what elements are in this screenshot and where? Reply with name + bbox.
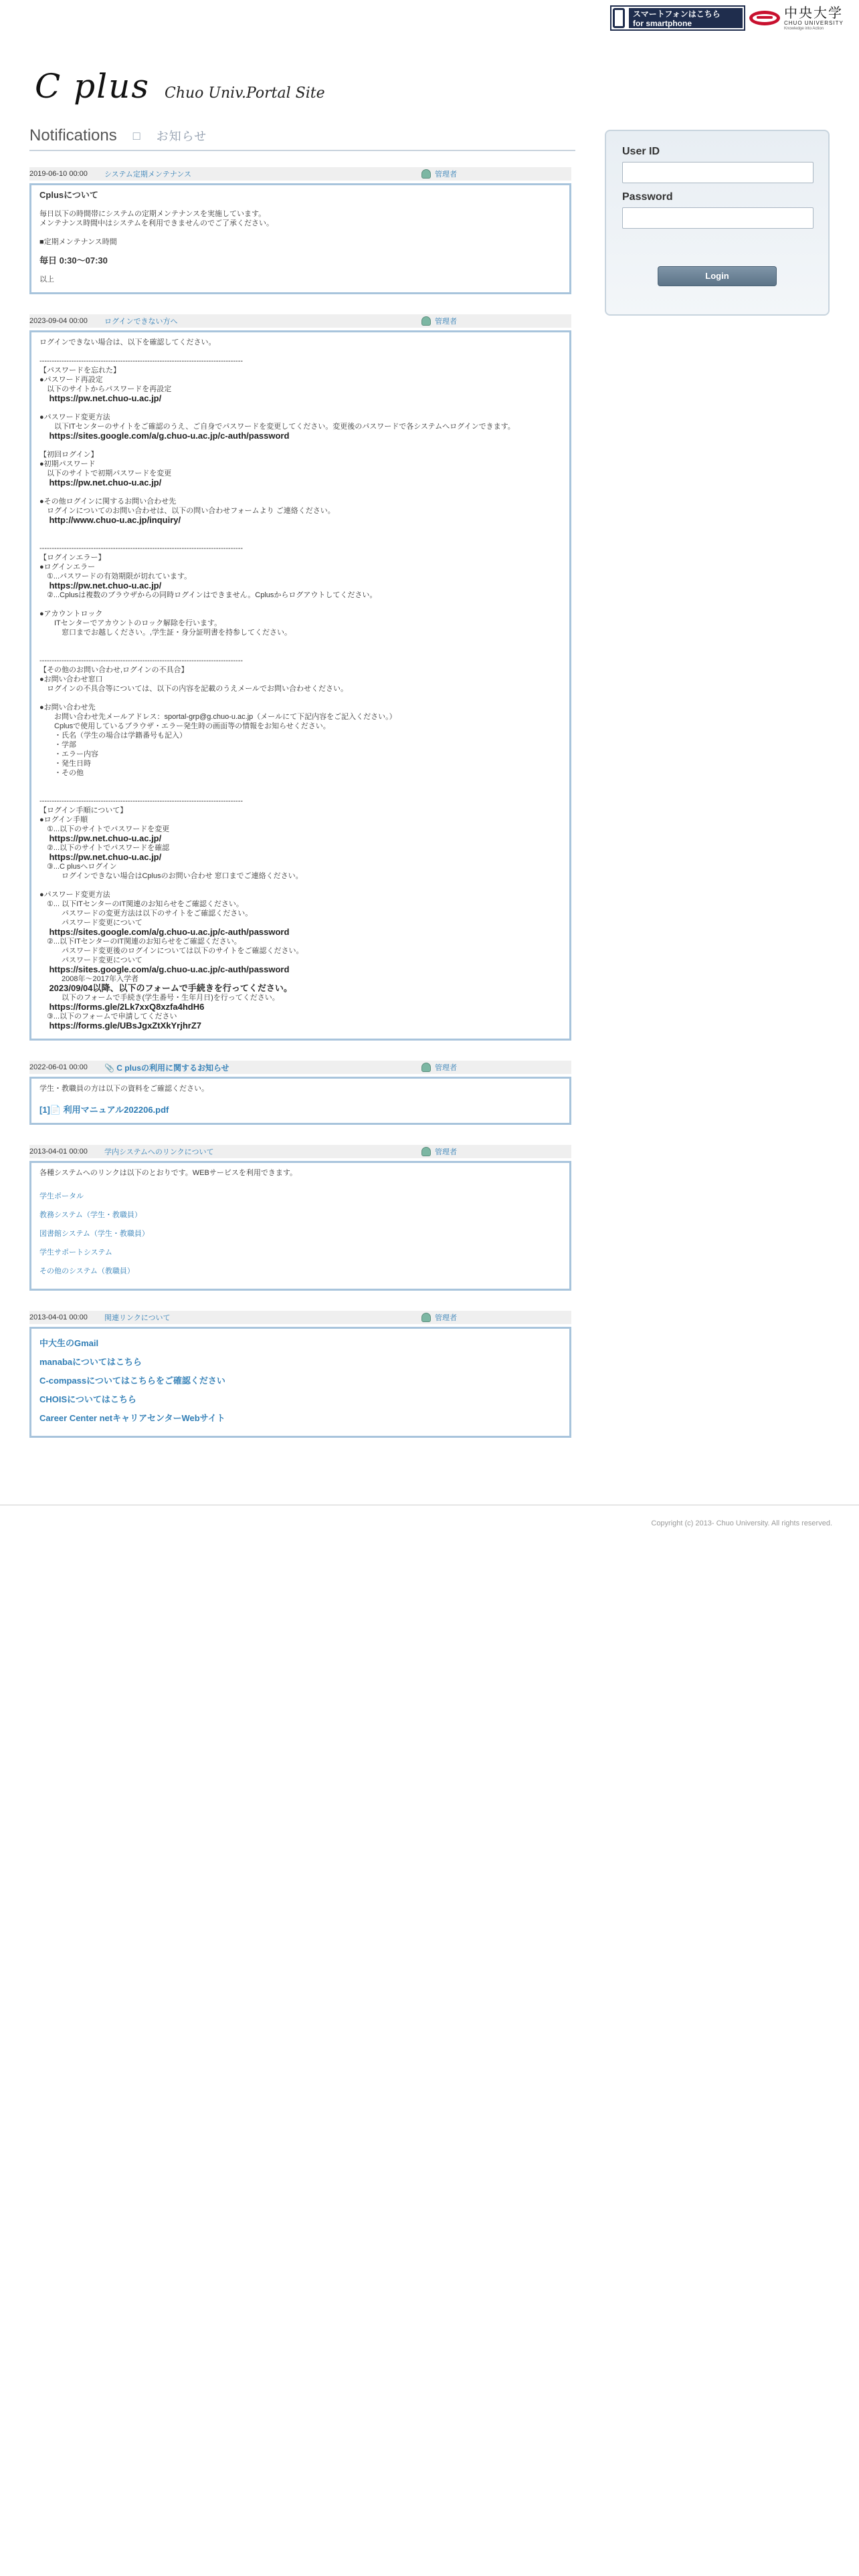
notification-text-line <box>39 1178 561 1187</box>
author-name: 管理者 <box>435 1064 457 1072</box>
chuo-mark-icon <box>749 11 780 25</box>
notification-title-text: C plusの利用に関するお知らせ <box>116 1063 229 1073</box>
notification-meta-bar <box>29 1145 571 1158</box>
notification-text-line: パスワード変更について <box>39 956 142 964</box>
notification-text-line: 各種システムへのリンクは以下のとおりです。WEBサービスを利用できます。 <box>39 1169 297 1177</box>
notification-text-line: ・学部 <box>39 741 76 749</box>
notification-text-line <box>39 488 561 497</box>
smartphone-icon <box>613 8 625 28</box>
notification-body <box>29 1077 571 1125</box>
notification-text-line: ログインできない場合は、以下を確認してください。 <box>39 338 216 346</box>
notification-item <box>29 1061 575 1125</box>
notification-text-line: メンテナンス時間中はシステムを利用できませんのでご了承ください。 <box>39 219 274 227</box>
notification-text-line: お問い合わせ先メールアドレス：sportal-grp@g.chuo-u.ac.jp（メールにて下記内容をご記入ください。） <box>39 713 397 721</box>
notification-text-line <box>39 441 561 450</box>
notification-date: 2022-06-01 00:00 <box>29 1063 88 1071</box>
notification-text-line: ●アカウントロック <box>39 610 103 618</box>
login-button[interactable]: Login <box>658 266 777 286</box>
notification-text-line <box>39 693 561 703</box>
smartphone-banner-en: for smartphone <box>633 19 692 28</box>
user-icon <box>421 1063 431 1072</box>
notifications-icon: □ <box>132 128 140 142</box>
notification-link[interactable]: その他のシステム（教職員） <box>39 1267 134 1275</box>
user-icon <box>421 169 431 179</box>
notification-title-link[interactable] <box>104 316 421 326</box>
notification-text-line: Cplusで使用しているブラウザ・エラー発生時の画面等の情報をお知らせください。 <box>39 722 330 730</box>
notification-meta-bar <box>29 314 571 328</box>
notification-text-line: ----------------------------------------------------------------------------------- <box>39 797 244 805</box>
notification-text-line: ②...以下のサイトでパスワードを確認 <box>39 844 170 852</box>
notification-text-line: ----------------------------------------------------------------------------------- <box>39 657 244 665</box>
smartphone-banner-text <box>629 8 743 28</box>
notification-link[interactable]: 図書館システム（学生・教職員） <box>39 1230 149 1238</box>
notification-text-line <box>39 600 561 609</box>
notification-text-line: ①...パスワードの有効期限が切れています。 <box>39 572 192 580</box>
notification-text-line <box>39 534 561 544</box>
notification-date: 2013-04-01 00:00 <box>29 1148 88 1156</box>
site-logo <box>35 67 325 106</box>
notification-text-line: 以下のフォームで手続き(学生番号・生年月日)を行ってください。 <box>39 994 280 1002</box>
notification-text-line: ●パスワード変更方法 <box>39 413 110 421</box>
password-input[interactable] <box>622 207 814 229</box>
notification-url[interactable]: https://sites.google.com/a/g.chuo-u.ac.jp/c-auth/password <box>39 964 290 974</box>
notification-link[interactable]: CHOISについてはこちら <box>39 1394 136 1404</box>
notification-text-line: ログインについてのお問い合わせは、以下の問い合わせフォームより ご連絡ください。 <box>39 507 335 515</box>
notification-text-line: ●パスワード変更方法 <box>39 891 110 899</box>
user-icon <box>421 316 431 326</box>
notification-text-line <box>39 525 561 534</box>
chuo-logo-text <box>784 6 844 31</box>
notification-body <box>29 330 571 1041</box>
notification-text-line: パスワード変更後のログインについては以下のサイトをご確認ください。 <box>39 947 304 955</box>
notification-text-line: ・発生日時 <box>39 760 91 768</box>
notification-text-line: 毎日 0:30〜07:30 <box>39 255 108 265</box>
notification-title-link[interactable] <box>104 169 421 179</box>
site-logo-sub: Chuo Univ.Portal Site <box>165 85 325 102</box>
notification-text-line: 【ログインエラー】 <box>39 554 106 562</box>
notification-text-line: 【パスワードを忘れた】 <box>39 366 120 374</box>
notification-author <box>421 1062 457 1073</box>
notification-text-line: 以下のサイトからパスワードを再設定 <box>39 385 172 393</box>
notification-text-line: 【その他のお問い合わせ,ログインの不具合】 <box>39 666 189 674</box>
notifications-section <box>29 127 575 1438</box>
attachment-link[interactable]: [1]📄 利用マニュアル202206.pdf <box>39 1105 169 1115</box>
notification-link[interactable]: Career Center netキャリアセンターWebサイト <box>39 1413 225 1423</box>
notification-meta-bar <box>29 1311 571 1324</box>
notification-body <box>29 183 571 294</box>
notification-text-line: 学生・教職員の方は以下の資料をご確認ください。 <box>39 1085 209 1093</box>
userid-input[interactable] <box>622 162 814 183</box>
site-logo-main: C plus <box>35 67 151 106</box>
notification-text-line: ●お問い合わせ先 <box>39 704 96 712</box>
notification-text-line <box>39 347 561 356</box>
notification-title-link[interactable] <box>104 1062 421 1073</box>
paperclip-icon: 📎 <box>104 1063 117 1073</box>
notification-date: 2023-09-04 00:00 <box>29 317 88 325</box>
user-icon <box>421 1313 431 1322</box>
notification-author <box>421 316 457 326</box>
author-name: 管理者 <box>435 171 457 179</box>
notification-text-line: ●初期パスワード <box>39 460 96 468</box>
smartphone-banner-jp: スマートフォンはこちら <box>633 9 721 19</box>
notification-text-line <box>39 247 561 256</box>
notification-item <box>29 1145 575 1291</box>
chuo-logo-sub: Knowledge into Action <box>784 26 824 31</box>
notification-link[interactable]: 教務システム（学生・教職員） <box>39 1211 142 1219</box>
password-label: Password <box>622 191 673 203</box>
notification-text-line: 2008年〜2017年入学者 <box>39 975 138 983</box>
notifications-header <box>29 127 575 151</box>
notification-title-text: システム定期メンテナンス <box>104 171 192 179</box>
smartphone-banner-link[interactable] <box>610 5 745 31</box>
notification-text-line: 【ログイン手順について】 <box>39 807 128 815</box>
login-panel <box>605 130 830 316</box>
notification-title-text: 関連リンクについて <box>104 1314 171 1322</box>
notification-url[interactable]: https://pw.net.chuo-u.ac.jp/ <box>39 833 162 843</box>
notification-text-line: ログインの不具合等については、以下の内容を記載のうえメールでお問い合わせください。 <box>39 685 349 693</box>
notification-author <box>421 1312 457 1323</box>
notification-text-line: 以下のサイトで初期パスワードを変更 <box>39 469 172 477</box>
notification-url[interactable]: http://www.chuo-u.ac.jp/inquiry/ <box>39 515 181 525</box>
notification-link[interactable]: 学生ポータル <box>39 1192 84 1200</box>
notification-text-line: 窓口までお越しください。,学生証・身分証明書を持参してください。 <box>39 629 292 637</box>
notifications-title: Notifications <box>29 126 117 144</box>
notification-text-line <box>39 265 561 275</box>
notification-url[interactable]: https://pw.net.chuo-u.ac.jp/ <box>39 393 162 403</box>
notification-text-line: 以上 <box>39 276 54 284</box>
userid-label: User ID <box>622 146 660 157</box>
notification-text-line: ②...Cplusは複数のブラウザからの同時ログインはできません。Cplusからログアウトしてください。 <box>39 591 377 599</box>
notification-date: 2013-04-01 00:00 <box>29 1313 88 1321</box>
notifications-subtitle: お知らせ <box>156 130 207 143</box>
notification-text-line: ITセンターでアカウントのロック解除を行います。 <box>39 619 222 627</box>
notification-title-link[interactable] <box>104 1312 421 1323</box>
top-banners <box>610 4 854 32</box>
notification-url[interactable]: https://pw.net.chuo-u.ac.jp/ <box>39 580 162 591</box>
notification-text-line: ・氏名（学生の場合は学籍番号も記入） <box>39 732 187 740</box>
notification-text-line: ログインできない場合はCplusのお問い合わせ 窓口までご連絡ください。 <box>39 872 303 880</box>
notification-text-line: ----------------------------------------------------------------------------------- <box>39 544 244 552</box>
notification-text-line: ①...以下のサイトでパスワードを変更 <box>39 825 170 833</box>
notification-text-line: ③...C plusへログイン <box>39 863 117 871</box>
notification-text-line: ●パスワード再設定 <box>39 376 103 384</box>
notification-meta-bar <box>29 1061 571 1074</box>
notification-text-line: 【初回ログイン】 <box>39 451 98 459</box>
notification-url[interactable]: 2023/09/04以降、以下のフォームで手続きを行ってください。 <box>39 983 292 993</box>
author-name: 管理者 <box>435 1314 457 1322</box>
notification-link[interactable]: 学生サポートシステム <box>39 1249 112 1257</box>
notification-text-line: 毎日以下の時間帯にシステムの定期メンテナンスを実施しています。 <box>39 210 266 218</box>
notification-link[interactable]: manabaについてはこちら <box>39 1357 142 1367</box>
notification-title-text: ログインできない方へ <box>104 318 178 326</box>
notification-text-line: パスワードの変更方法は以下のサイトをご確認ください。 <box>39 909 253 918</box>
notification-text-line: ・その他 <box>39 769 84 777</box>
notification-link[interactable]: 中大生のGmail <box>39 1338 99 1348</box>
notification-text-line: ■定期メンテナンス時間 <box>39 238 117 246</box>
notification-text-line <box>39 637 561 647</box>
notification-body <box>29 1327 571 1438</box>
notification-item <box>29 167 575 294</box>
notification-text-line <box>39 647 561 656</box>
notification-text-line <box>39 228 561 237</box>
notification-url[interactable]: https://forms.gle/2Lk7xxQ8xzfa4hdH6 <box>39 1002 205 1012</box>
notification-author <box>421 1146 457 1157</box>
notification-text-line <box>39 787 561 796</box>
notification-item <box>29 1311 575 1438</box>
author-name: 管理者 <box>435 1148 457 1156</box>
notification-text-line: ①... 以下ITセンターのIT関連のお知らせをご確認ください。 <box>39 900 244 908</box>
notification-list <box>29 167 575 1438</box>
user-icon <box>421 1147 431 1156</box>
notification-title-link[interactable] <box>104 1146 421 1157</box>
notification-text-line: ●ログイン手順 <box>39 816 88 824</box>
notification-url[interactable]: https://sites.google.com/a/g.chuo-u.ac.jp/c-auth/password <box>39 927 290 937</box>
notification-link[interactable]: C-compassについてはこちらをご確認ください <box>39 1376 225 1386</box>
notification-url[interactable]: https://sites.google.com/a/g.chuo-u.ac.jp/c-auth/password <box>39 431 290 441</box>
notification-text-line <box>39 881 561 890</box>
notification-text-line: ③...以下のフォームで申請してください <box>39 1012 177 1021</box>
footer-copyright: Copyright (c) 2013- Chuo University. All rights reserved. <box>651 1519 832 1527</box>
notification-text-line: ②...以下ITセンターのIT関連のお知らせをご確認ください。 <box>39 938 242 946</box>
notification-url[interactable]: https://forms.gle/UBsJgxZtXkYrjhrZ7 <box>39 1021 201 1031</box>
notification-text-line: ----------------------------------------------------------------------------------- <box>39 357 244 365</box>
chuo-logo-jp: 中央大学 <box>784 4 843 21</box>
notification-text-line <box>39 1093 561 1103</box>
notification-text-line <box>39 403 561 413</box>
notification-text-line: Cplusについて <box>39 190 98 200</box>
author-name: 管理者 <box>435 318 457 326</box>
notification-meta-bar <box>29 167 571 181</box>
notification-text-line: ●その他ログインに関するお問い合わせ先 <box>39 498 177 506</box>
notification-url[interactable]: https://pw.net.chuo-u.ac.jp/ <box>39 477 162 488</box>
notification-text-line: 以下ITセンターのサイトをご確認のうえ、ご自身でパスワードを変更してください。変更後のパスワードで各システムへログインできます。 <box>39 423 515 431</box>
notification-title-text: 学内システムへのリンクについて <box>104 1148 214 1156</box>
notification-date: 2019-06-10 00:00 <box>29 170 88 178</box>
notification-text-line: ・エラー内容 <box>39 750 98 758</box>
notification-url[interactable]: https://pw.net.chuo-u.ac.jp/ <box>39 852 162 862</box>
notification-text-line: パスワード変更について <box>39 919 142 927</box>
notification-text-line: ●ログインエラー <box>39 563 96 571</box>
chuo-university-logo[interactable] <box>749 4 854 32</box>
chuo-logo-en: CHUO UNIVERSITY <box>784 19 844 26</box>
notification-text-line <box>39 778 561 787</box>
notification-text-line: ●お問い合わせ窓口 <box>39 675 103 683</box>
notification-body <box>29 1161 571 1291</box>
notification-author <box>421 169 457 179</box>
notification-item <box>29 314 575 1041</box>
notification-text-line <box>39 200 561 209</box>
